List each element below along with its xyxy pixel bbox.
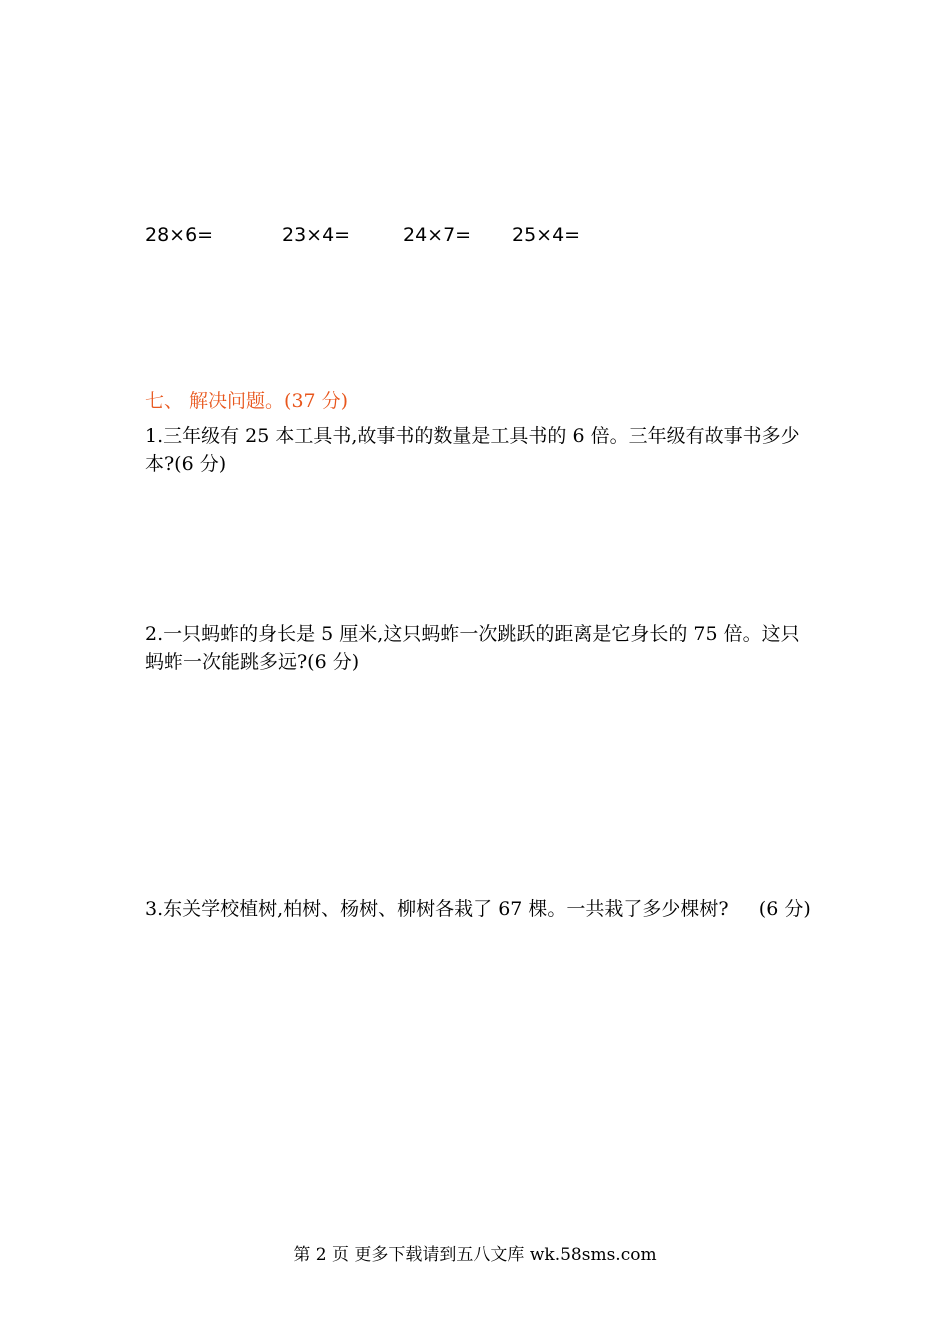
problem-3: 3.东关学校植树,柏树、杨树、柳树各栽了 67 棵。一共栽了多少棵树? (6 分) — [145, 898, 811, 920]
calc-item-3: 24×7= — [403, 224, 472, 246]
page-footer: 第 2 页 更多下载请到五八文库 wk.58sms.com — [293, 1245, 657, 1265]
calc-item-2: 23×4= — [282, 224, 351, 246]
section-title: 七、 解决问题。(37 分) — [145, 390, 349, 412]
calc-item-4: 25×4= — [512, 224, 581, 246]
calc-item-1: 28×6= — [145, 224, 214, 246]
problem-2: 2.一只蚂蚱的身长是 5 厘米,这只蚂蚱一次跳跃的距离是它身长的 75 倍。这只蚂蚱一次能跳多远?(6 分) — [145, 623, 800, 673]
problem-1: 1.三年级有 25 本工具书,故事书的数量是工具书的 6 倍。三年级有故事书多少本?(6 分) — [145, 425, 800, 475]
